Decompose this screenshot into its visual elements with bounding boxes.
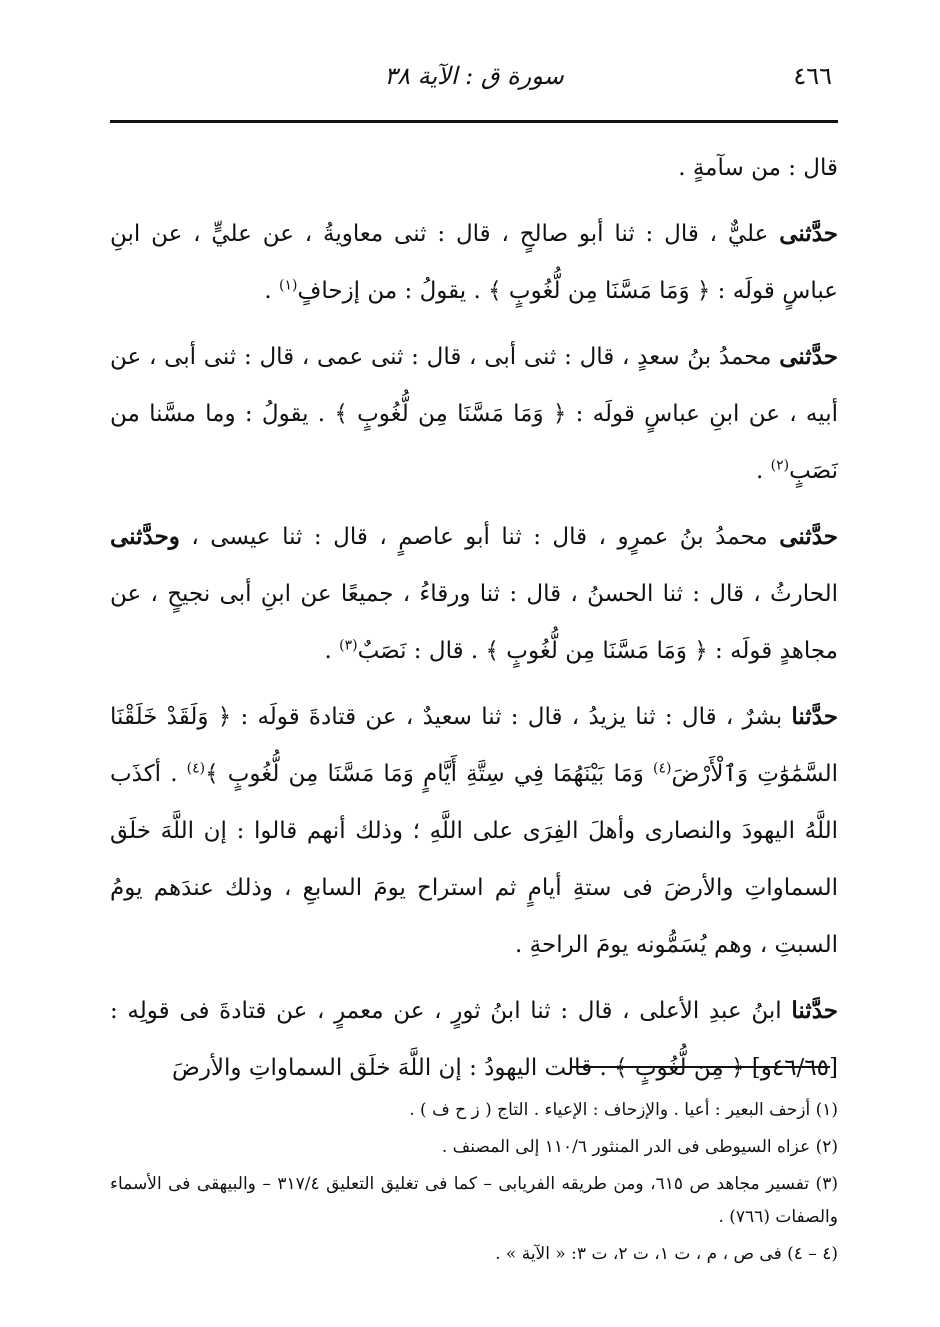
paragraph-2: [110, 328, 838, 500]
quran-quote: ﴿ وَمَا مَسَّنَا مِن لُّغُوبٍ ﴾: [488, 278, 711, 304]
paragraph-end: .: [264, 278, 280, 304]
paragraph-5: [110, 982, 838, 1097]
paragraph-text: . يقولُ : وما مسَّنا من نَصَبٍ: [110, 401, 838, 484]
paragraph-0: قال : من سآمةٍ .: [678, 155, 838, 181]
narration-lead: حدَّثنا: [791, 703, 838, 730]
narration-lead: حدَّثنى: [779, 343, 838, 370]
running-head: [110, 60, 838, 106]
footnote-3: (٣) تفسير مجاهد ص ٦١٥، ومن طريقه الفريابى – كما فى تغليق التعليق ٣١٧/٤ – والبيهقى فى الأسماء والصفات (٧٦٦) .: [110, 1174, 838, 1227]
quran-quote: ﴿ وَمَا مَسَّنَا مِن لُّغُوبٍ ﴾: [334, 401, 567, 427]
footnote-ref: (٤): [653, 760, 672, 777]
narration-lead: حدَّثنى: [779, 523, 838, 550]
footnote-ref: (٤): [186, 760, 206, 777]
paragraph-end: .: [755, 458, 771, 484]
footnotes: [110, 1094, 838, 1275]
paragraph-text: . قالت اليهودُ : إن اللَّهَ خلَق السماواتِ والأرضَ: [172, 1055, 615, 1081]
paragraph-text: . قال : نَصَبٌ: [357, 638, 486, 664]
footnote-2: (٢) عزاه السيوطى فى الدر المنثور ١١٠/٦ إلى المصنف .: [441, 1137, 838, 1157]
surah-title: سورة ق : الآية ٣٨: [384, 62, 564, 90]
paragraph-3: [110, 508, 838, 680]
footnote-1: (١) أزحف البعير : أعيا . والإزحاف : الإعياء . التاج ( ز ح ف ) .: [409, 1100, 838, 1120]
paragraph-text: ابنُ عبدِ الأعلى ، قال : ثنا ابنُ ثورٍ ، عن معمرٍ ، عن قتادةَ فى قولِه : [٤٦/٦٥و]: [110, 998, 838, 1081]
paragraph-text: . يقولُ : من إزحافٍ: [297, 278, 489, 304]
footnote-ref: (٢): [770, 457, 790, 474]
header-divider: [110, 120, 838, 123]
page-number: ٤٦٦: [793, 62, 832, 90]
paragraph-1: [110, 205, 838, 320]
paragraph-text: الحارثُ ، قال : ثنا الحسنُ ، قال : ثنا ورقاءُ ، جميعًا عن ابنِ أبى نجيحٍ ، عن مجاهدٍ قولَه :: [110, 581, 838, 664]
narration-lead: حدَّثنى: [779, 220, 838, 247]
quran-quote: ﴿ وَمَا مَسَّنَا مِن لُّغُوبٍ ﴾: [485, 638, 708, 664]
paragraph-text: محمدُ بنُ سعدٍ ، قال : ثنى أبى ، قال : ثنى عمى ، قال : ثنى أبى ، عن أبيه ، عن ابنِ عباسٍ قولَه :: [110, 344, 838, 427]
paragraph-text: محمدُ بنُ عمرٍو ، قال : ثنا أبو عاصمٍ ، قال : ثنا عيسى ،: [179, 524, 780, 550]
paragraph-end: .: [324, 638, 340, 664]
paragraph-text: بشرٌ ، قال : ثنا يزيدُ ، قال : ثنا سعيدٌ ، عن قتادةَ قولَه :: [231, 704, 792, 730]
main-text: [110, 140, 838, 1081]
footnote-divider: [572, 1066, 830, 1068]
paragraph-text: عليٌّ ، قال : ثنا أبو صالحٍ ، قال : ثنى معاويةُ ، عن عليٍّ ، عن ابنِ عباسٍ قولَه :: [110, 221, 838, 304]
footnote-4: (٤ – ٤) فى ص ، م ، ت ١، ت ٢، ت ٣: « الآية » .: [495, 1244, 838, 1264]
footnote-ref: (١): [279, 277, 298, 294]
quran-quote: وَمَا بَيْنَهُمَا فِي سِتَّةِ أَيَّامٍ وَمَا مَسَّنَا مِن لُّغُوبٍ ﴾: [205, 761, 654, 787]
quran-quote: ﴿ مِن لُّغُوبٍ ﴾: [614, 1055, 745, 1081]
quran-quote: ﴿ وَلَقَدْ خَلَقْنَا السَّمَٰوَٰتِ وَٱلْأَرْضَ: [110, 704, 838, 787]
paragraph-text: . أكذَب اللَّهُ اليهودَ والنصارى وأهلَ الفِرَى على اللَّهِ ؛ وذلك أنهم قالوا : إن اللَّهَ خلَق السماواتِ والأرضَ فى ستةِ أيامٍ ثم استراح يومَ السابعِ ، وذلك عندَهم يومُ السبتِ ، وهم يُسَمُّونه يومَ الراحةِ .: [110, 761, 838, 958]
footnote-ref: (٣): [339, 637, 358, 654]
narration-lead: وحدَّثنى: [110, 523, 180, 550]
narration-lead: حدَّثنا: [791, 997, 838, 1024]
paragraph-4: [110, 688, 838, 974]
